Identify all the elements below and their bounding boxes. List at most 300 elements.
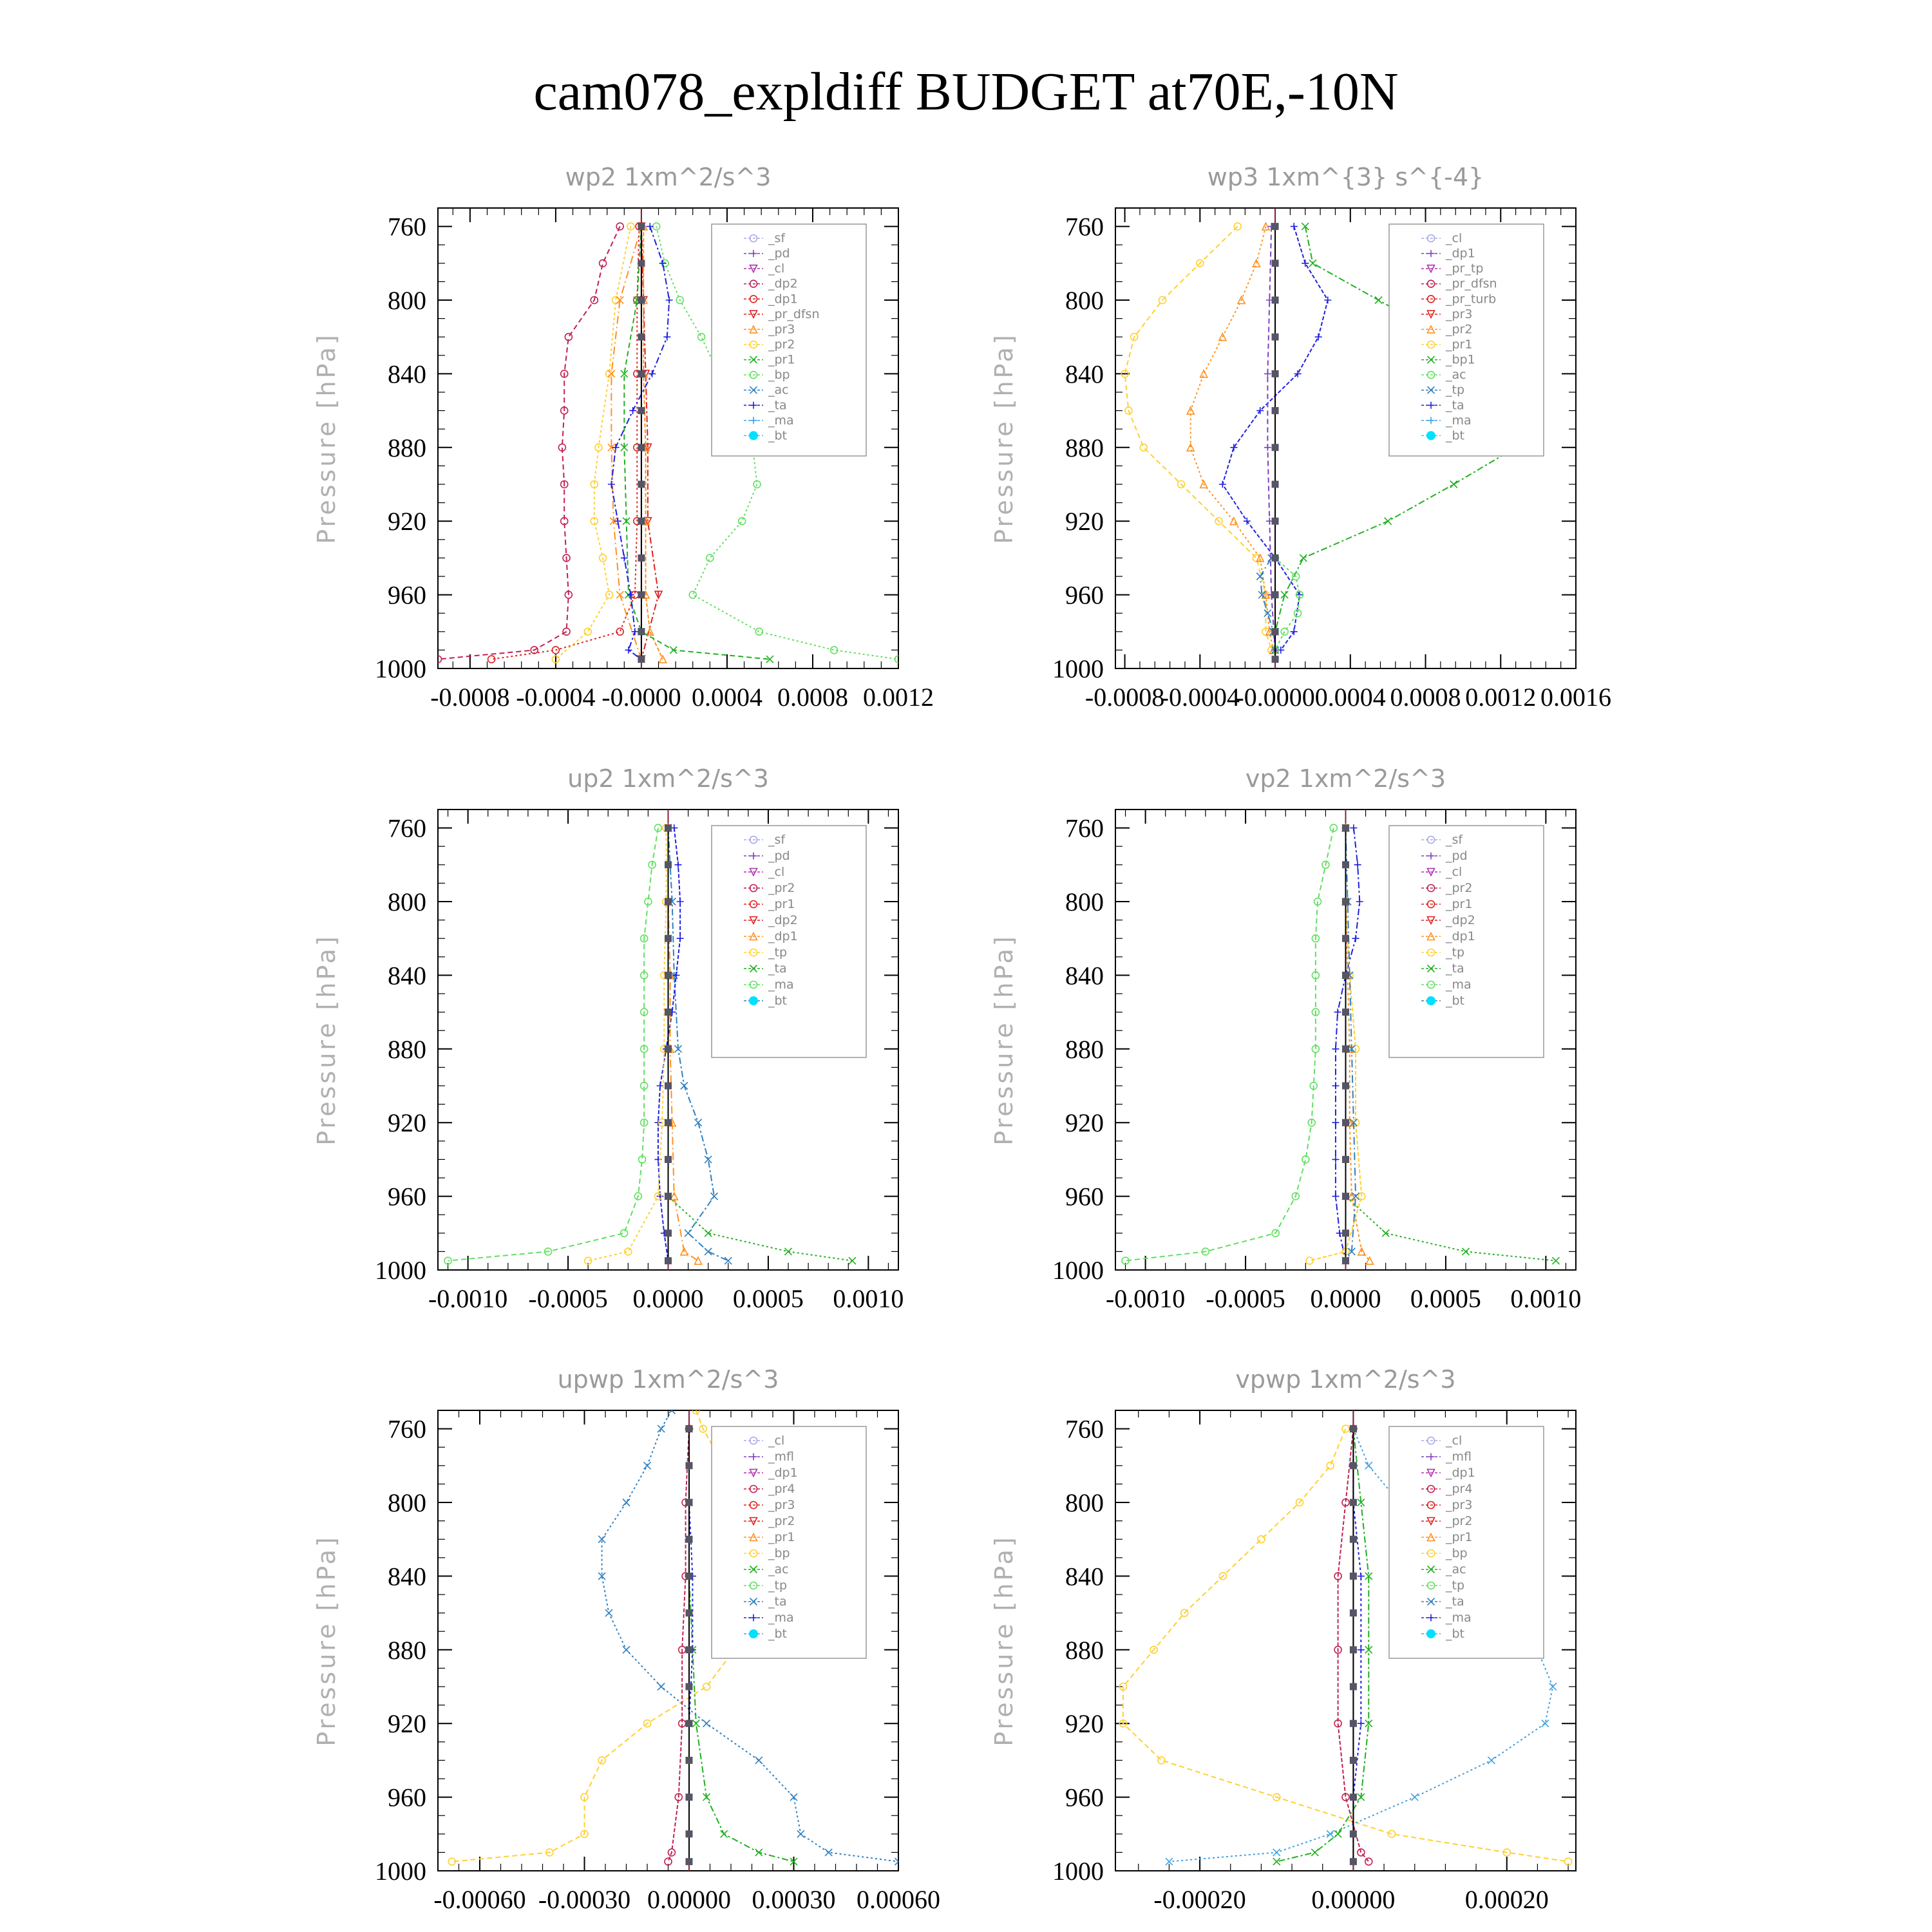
data-point <box>849 1257 856 1264</box>
x-tick-label: 0.0012 <box>863 683 934 712</box>
data-point <box>1272 554 1278 561</box>
legend-label: _dp2 <box>1446 913 1475 927</box>
y-tick-label: 800 <box>1065 887 1104 916</box>
x-tick-label: -0.0010 <box>428 1284 508 1313</box>
data-point <box>1343 1258 1349 1264</box>
data-point <box>1350 1536 1356 1542</box>
legend-label: _pr2 <box>768 881 795 895</box>
data-point <box>1272 297 1278 303</box>
x-tick-label: -0.00020 <box>1153 1885 1246 1914</box>
legend-label: _pr1 <box>768 352 795 367</box>
y-tick-label: 800 <box>1065 1488 1104 1517</box>
series-line <box>452 1410 752 1862</box>
data-point <box>1350 1610 1356 1616</box>
y-tick-label: 760 <box>388 813 426 843</box>
data-point <box>1350 1683 1356 1690</box>
y-tick-label: 880 <box>388 433 426 462</box>
x-tick-label: 0.00000 <box>1311 1885 1396 1914</box>
panels <box>312 163 1611 1914</box>
data-point <box>1356 898 1363 905</box>
series-line <box>1267 227 1275 650</box>
data-point <box>686 1610 692 1616</box>
data-point <box>1552 1257 1559 1264</box>
data-point <box>665 1046 672 1052</box>
legend-label: _cl <box>768 1434 785 1448</box>
legend-label: _ta <box>768 1595 787 1609</box>
legend-label: _pr3 <box>768 1498 795 1512</box>
legend-label: _mfl <box>768 1450 794 1464</box>
data-point <box>629 407 636 414</box>
legend-label: _pr1 <box>1446 897 1473 911</box>
x-tick-label: -0.0008 <box>1084 683 1165 712</box>
data-point <box>665 898 672 905</box>
data-point <box>1343 825 1349 831</box>
figure-title: cam078_expldiff BUDGET at70E,-10N <box>533 62 1399 122</box>
x-tick-label: 0.0004 <box>1314 683 1386 712</box>
data-point <box>1200 370 1208 377</box>
y-tick-label: 800 <box>388 887 426 916</box>
legend-label: _ta <box>1446 961 1464 976</box>
data-point <box>1334 1830 1341 1837</box>
data-point <box>703 1683 710 1690</box>
legend-label: _bt <box>1446 428 1465 443</box>
data-point <box>1291 223 1298 230</box>
x-tick-label: 0.0010 <box>1510 1284 1582 1313</box>
y-tick-label: 960 <box>1065 1182 1104 1211</box>
legend-label: _pr2 <box>1446 1514 1473 1528</box>
series-line <box>1126 828 1334 1261</box>
data-point <box>1315 334 1322 341</box>
legend-label: _pr3 <box>1446 1498 1473 1512</box>
data-point <box>1343 1156 1349 1162</box>
x-tick-label: 0.0016 <box>1540 683 1611 712</box>
panel-title: wp3 1xm^{3} s^{-4} <box>1207 163 1484 191</box>
legend-label: _pr4 <box>1446 1482 1473 1496</box>
data-point <box>1264 444 1271 451</box>
legend-label: _pr4 <box>768 1482 795 1496</box>
legend-marker <box>749 431 758 440</box>
panel-title: wp2 1xm^2/s^3 <box>565 163 772 191</box>
y-tick-label: 920 <box>1065 1709 1104 1739</box>
data-point <box>1309 260 1316 267</box>
legend <box>1389 826 1544 1057</box>
legend-label: _dp1 <box>1446 929 1475 943</box>
legend-label: _pr1 <box>768 1530 795 1544</box>
x-tick-label: -0.0004 <box>516 683 596 712</box>
data-point <box>1187 444 1194 451</box>
x-tick-label: 0.0008 <box>1390 683 1461 712</box>
data-point <box>1343 1009 1349 1016</box>
y-tick-label: 1000 <box>1052 1857 1104 1886</box>
data-point <box>616 591 623 598</box>
data-point <box>1343 898 1349 905</box>
data-point <box>1343 1230 1349 1236</box>
y-axis-label: Pressure [hPa] <box>990 934 1018 1146</box>
data-point <box>698 334 705 341</box>
panel-title: upwp 1xm^2/s^3 <box>557 1365 779 1394</box>
y-tick-label: 920 <box>1065 1108 1104 1138</box>
data-point <box>1375 297 1382 304</box>
data-point <box>665 1083 672 1089</box>
legend-label: _ta <box>1446 398 1464 413</box>
panel-1 <box>312 163 934 712</box>
data-point <box>647 628 654 635</box>
data-point <box>705 1248 712 1255</box>
data-point <box>1365 1858 1372 1865</box>
data-point <box>1272 629 1278 635</box>
data-point <box>1343 1193 1349 1200</box>
legend-marker <box>1426 996 1435 1005</box>
legend-label: _tp <box>1446 945 1465 960</box>
data-point <box>1253 260 1260 267</box>
legend-marker <box>749 1629 758 1638</box>
data-point <box>1302 260 1309 267</box>
legend-label: _dp1 <box>1446 1466 1475 1480</box>
data-point <box>623 1499 630 1506</box>
legend-label: _cl <box>768 865 785 879</box>
legend-label: _sf <box>768 833 786 847</box>
data-point <box>677 898 684 905</box>
y-tick-label: 1000 <box>1052 654 1104 683</box>
y-tick-label: 1000 <box>375 654 426 683</box>
data-point <box>584 628 591 635</box>
y-tick-label: 880 <box>1065 1635 1104 1665</box>
data-point <box>1352 935 1359 942</box>
y-tick-label: 1000 <box>375 1857 426 1886</box>
x-tick-label: -0.00060 <box>433 1885 526 1914</box>
data-point <box>686 1536 692 1542</box>
legend <box>1389 224 1544 456</box>
x-tick-label: -0.0000 <box>1235 683 1315 712</box>
x-tick-label: -0.0008 <box>430 683 510 712</box>
x-tick-label: 0.00020 <box>1464 1885 1549 1914</box>
data-point <box>663 334 670 341</box>
data-point <box>638 297 645 303</box>
data-point <box>1350 1720 1356 1727</box>
legend <box>712 224 866 456</box>
legend-label: _bt <box>768 994 788 1008</box>
data-point <box>1358 1573 1365 1580</box>
data-point <box>1272 223 1278 230</box>
data-point <box>1272 408 1278 414</box>
data-point <box>1158 1757 1165 1764</box>
series-line <box>643 227 663 659</box>
legend-label: _ac <box>768 1562 789 1577</box>
x-tick-label: 0.00060 <box>857 1885 940 1914</box>
x-tick-label: 0.0000 <box>632 1284 704 1313</box>
legend-label: _tp <box>1446 383 1465 397</box>
series-line <box>438 227 620 659</box>
legend-label: _ma <box>1446 413 1472 428</box>
legend-label: _bt <box>768 1627 788 1641</box>
data-point <box>1272 592 1278 598</box>
data-point <box>1258 1536 1265 1543</box>
data-point <box>1334 1009 1341 1016</box>
data-point <box>1343 1083 1349 1089</box>
legend-label: _cl <box>1446 231 1463 245</box>
data-point <box>653 223 660 230</box>
data-point <box>638 444 645 451</box>
y-tick-label: 920 <box>388 1108 426 1138</box>
data-point <box>686 1757 692 1763</box>
legend-label: _pd <box>768 246 790 261</box>
data-point <box>665 972 672 978</box>
data-point <box>1354 861 1361 868</box>
data-point <box>1272 260 1278 267</box>
data-point <box>739 518 746 525</box>
legend-label: _ma <box>1446 978 1472 992</box>
x-tick-label: 0.0004 <box>691 683 762 712</box>
data-point <box>695 1119 702 1126</box>
data-point <box>695 1257 702 1264</box>
y-tick-label: 800 <box>388 286 426 315</box>
data-point <box>1219 334 1226 341</box>
legend-label: _tp <box>768 1578 788 1593</box>
x-tick-label: 0.0005 <box>1410 1284 1481 1313</box>
legend-label: _bp <box>768 368 790 383</box>
data-point <box>665 935 672 942</box>
data-point <box>1273 1849 1280 1856</box>
data-point <box>755 1757 762 1764</box>
series-line <box>1125 227 1272 650</box>
data-point <box>1324 297 1331 304</box>
data-point <box>665 1119 672 1126</box>
data-point <box>681 1083 688 1090</box>
legend-label: _pr_tp <box>1446 261 1484 276</box>
y-axis-label: Pressure [hPa] <box>312 934 341 1146</box>
y-tick-label: 880 <box>1065 433 1104 462</box>
data-point <box>1311 1849 1318 1856</box>
data-point <box>686 1794 692 1801</box>
legend-label: _pr_turb <box>1446 292 1497 307</box>
data-point <box>658 1425 665 1432</box>
y-axis-label: Pressure [hPa] <box>990 1535 1018 1747</box>
legend-label: _tp <box>768 945 788 960</box>
legend-label: _ma <box>1446 1611 1472 1625</box>
legend-label: _pr2 <box>768 337 795 352</box>
panel-title: vp2 1xm^2/s^3 <box>1245 764 1446 793</box>
data-point <box>1343 935 1349 942</box>
data-point <box>785 1248 792 1255</box>
data-point <box>1350 1794 1356 1801</box>
data-point <box>1332 1193 1339 1200</box>
legend-label: _bt <box>768 428 788 443</box>
legend-label: _mfl <box>1446 1450 1472 1464</box>
legend-label: _pr1 <box>1446 337 1473 352</box>
legend-label: _pd <box>768 849 790 863</box>
data-point <box>1365 1462 1372 1469</box>
y-tick-label: 760 <box>1065 1414 1104 1444</box>
data-point <box>1343 1119 1349 1126</box>
x-tick-label: -0.00030 <box>538 1885 631 1914</box>
legend-label: _ma <box>768 413 794 428</box>
legend-marker <box>1426 1629 1435 1638</box>
data-point <box>1256 573 1264 580</box>
data-point <box>686 1831 692 1837</box>
y-axis-label: Pressure [hPa] <box>312 332 341 544</box>
data-point <box>1350 1499 1356 1506</box>
data-point <box>686 1859 692 1865</box>
x-tick-label: 0.0000 <box>1310 1284 1381 1313</box>
x-tick-label: 0.0010 <box>833 1284 904 1313</box>
legend-label: _sf <box>768 231 786 245</box>
legend-label: _cl <box>1446 865 1463 879</box>
data-point <box>1300 554 1307 562</box>
legend-label: _pr1 <box>1446 1530 1473 1544</box>
panel-title: up2 1xm^2/s^3 <box>567 764 769 793</box>
data-point <box>1350 1426 1356 1432</box>
legend-label: _pr3 <box>1446 307 1473 321</box>
panel-title: vpwp 1xm^2/s^3 <box>1235 1365 1456 1394</box>
data-point <box>685 1229 692 1236</box>
legend-label: _sf <box>1446 833 1463 847</box>
data-point <box>686 1647 692 1653</box>
data-point <box>1343 1046 1349 1052</box>
y-tick-label: 800 <box>388 1488 426 1517</box>
legend-label: _dp1 <box>768 929 798 943</box>
data-point <box>1358 1720 1365 1727</box>
data-point <box>1350 824 1357 831</box>
y-tick-label: 960 <box>1065 580 1104 610</box>
legend-marker <box>749 996 758 1005</box>
legend-label: _bt <box>1446 1627 1465 1641</box>
panel-2 <box>990 163 1611 712</box>
legend-label: _pr_dfsn <box>1446 276 1497 291</box>
data-point <box>608 481 615 488</box>
data-point <box>1332 1156 1339 1163</box>
legend-label: _pd <box>1446 849 1468 863</box>
data-point <box>1332 1119 1339 1126</box>
x-tick-label: 0.0005 <box>732 1284 804 1313</box>
data-point <box>1272 444 1278 451</box>
data-point <box>665 1156 672 1162</box>
data-point <box>1272 518 1278 524</box>
data-point <box>686 1499 692 1506</box>
data-point <box>1272 481 1278 488</box>
data-point <box>623 1646 630 1653</box>
data-point <box>1350 1831 1356 1837</box>
data-point <box>647 223 654 230</box>
x-tick-label: 0.0008 <box>777 683 848 712</box>
data-point <box>1350 1573 1356 1579</box>
data-point <box>625 647 632 654</box>
data-point <box>1463 1248 1470 1255</box>
data-point <box>644 1462 651 1469</box>
legend-label: _ac <box>1446 368 1466 383</box>
data-point <box>638 481 645 488</box>
data-point <box>1350 1757 1356 1763</box>
legend-label: _dp2 <box>768 913 798 927</box>
data-point <box>1327 1462 1334 1469</box>
data-point <box>686 1573 692 1579</box>
x-tick-label: -0.0005 <box>528 1284 608 1313</box>
legend-label: _tp <box>1446 1578 1465 1593</box>
legend-label: _ta <box>1446 1595 1464 1609</box>
data-point <box>665 825 672 831</box>
legend-label: _ta <box>768 961 787 976</box>
legend-label: _ac <box>1446 1562 1466 1577</box>
y-tick-label: 1000 <box>375 1256 426 1285</box>
y-tick-label: 840 <box>388 961 426 990</box>
data-point <box>1350 1463 1356 1469</box>
y-tick-label: 880 <box>1065 1034 1104 1064</box>
y-tick-label: 1000 <box>1052 1256 1104 1285</box>
x-tick-label: 0.00000 <box>647 1885 731 1914</box>
data-point <box>638 592 645 598</box>
data-point <box>686 1463 692 1469</box>
data-point <box>638 408 645 414</box>
data-point <box>1264 370 1271 377</box>
legend-label: _pr2 <box>1446 322 1473 337</box>
data-point <box>638 370 645 377</box>
data-point <box>1388 1830 1396 1837</box>
data-point <box>1358 1646 1365 1653</box>
x-tick-label: -0.0010 <box>1105 1284 1186 1313</box>
legend-label: _bp1 <box>1446 352 1475 367</box>
panel-6 <box>990 1365 1576 1914</box>
y-tick-label: 960 <box>388 580 426 610</box>
data-point <box>692 1720 699 1727</box>
y-tick-label: 920 <box>1065 507 1104 536</box>
legend-label: _ma <box>768 1611 794 1625</box>
legend-label: _dp1 <box>768 1466 798 1480</box>
legend <box>1389 1426 1544 1658</box>
x-tick-label: -0.0000 <box>601 683 681 712</box>
legend-label: _dp2 <box>768 276 798 291</box>
data-point <box>659 260 667 267</box>
y-axis-label: Pressure [hPa] <box>312 1535 341 1747</box>
legend-label: _ac <box>768 383 789 397</box>
y-tick-label: 880 <box>388 1635 426 1665</box>
data-point <box>703 1720 710 1727</box>
data-point <box>1343 862 1349 868</box>
data-point <box>638 656 645 663</box>
y-tick-label: 920 <box>388 1709 426 1739</box>
y-tick-label: 840 <box>1065 961 1104 990</box>
data-point <box>1350 1859 1356 1865</box>
legend-label: _bp <box>768 1546 790 1560</box>
data-point <box>1272 656 1278 663</box>
data-point <box>1244 518 1251 525</box>
data-point <box>1488 1757 1495 1764</box>
panel-5 <box>312 1365 940 1914</box>
data-point <box>616 628 623 635</box>
data-point <box>638 629 645 635</box>
data-point <box>1272 370 1278 377</box>
x-tick-label: -0.0005 <box>1206 1284 1285 1313</box>
legend-label: _ma <box>768 978 794 992</box>
legend-label: _dp1 <box>768 292 798 307</box>
legend <box>712 1426 866 1658</box>
data-point <box>1272 334 1278 340</box>
legend <box>712 826 866 1057</box>
data-point <box>665 862 672 868</box>
data-point <box>665 1193 672 1200</box>
y-tick-label: 840 <box>388 1562 426 1591</box>
data-point <box>1411 1794 1418 1801</box>
data-point <box>649 370 656 377</box>
data-point <box>1350 1647 1356 1653</box>
legend-label: _cl <box>768 261 785 276</box>
y-tick-label: 760 <box>388 212 426 242</box>
panel-4 <box>990 764 1581 1313</box>
legend-label: _ta <box>768 398 787 413</box>
legend-marker <box>1426 431 1435 440</box>
y-tick-label: 760 <box>1065 813 1104 843</box>
series-line <box>448 828 658 1261</box>
data-point <box>689 591 696 598</box>
y-tick-label: 760 <box>388 1414 426 1444</box>
